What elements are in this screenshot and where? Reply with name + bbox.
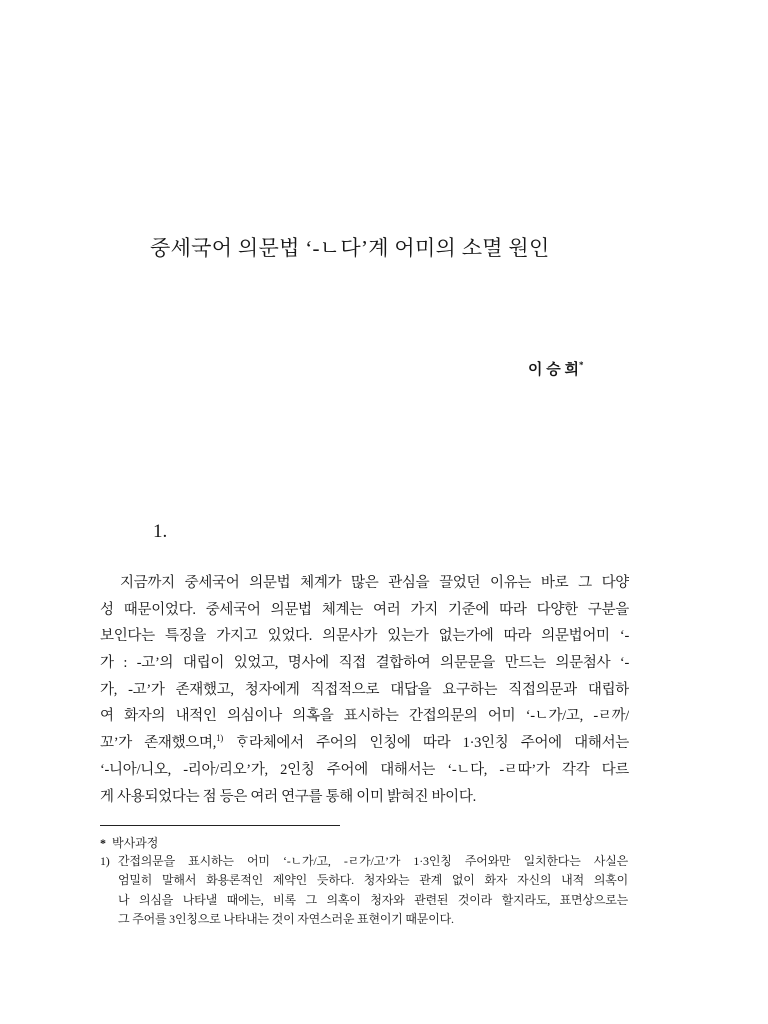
body-line: 가 : -고’의 대립이 있었고, 명사에 직접 결합하여 의문문을 만드는 의문첨사 ‘- — [100, 655, 629, 672]
body-line-text: 꼬’가 존재했으며, — [100, 735, 217, 752]
body-line: ‘-니아/니오, -리아/리오’가, 2인칭 주어에 대해서는 ‘-ㄴ다, -ㄹ따’가 각각 다르 — [100, 761, 629, 778]
author-line — [528, 360, 608, 380]
footnote-line: 그 주어를 3인칭으로 나타내는 것이 자연스러운 표현이기 때문이다. — [118, 911, 454, 926]
affiliation-mark: * — [100, 836, 106, 850]
body-line: 지금까지 중세국어 의문법 체계가 많은 관심을 끌었던 이유는 바로 그 다양 — [120, 575, 629, 591]
body-line: 여 화자의 내적인 의심이나 의혹을 표시하는 간접의문의 어미 ‘-ㄴ가/고, -ㄹ까/ — [100, 708, 629, 725]
body-line — [100, 730, 629, 757]
body-line: 게 사용되었다는 점 등은 여러 연구를 통해 이미 밝혀진 바이다. — [100, 788, 476, 805]
footnote-divider — [100, 825, 340, 826]
body-line: 가, -고’가 존재했고, 청자에게 직접적으로 대답을 요구하는 직접의문과 대립하 — [100, 681, 629, 698]
section-heading: 1. — [153, 521, 168, 542]
body-line: 보인다는 특징을 가지고 있었다. 의문사가 있는가 없는가에 따라 의문법어미 ‘- — [100, 628, 629, 645]
footnote-affiliation — [100, 835, 158, 851]
body-paragraph — [100, 570, 629, 810]
body-line-text: ᄒᆞ라체에서 주어의 인칭에 따라 1·3인칭 주어에 대해서는 — [223, 735, 629, 752]
footnote-line: 나 의심을 나타낼 때에는, 비록 그 의혹이 청자와 관련된 것이라 할지라도, 표면상으로는 — [118, 892, 628, 907]
author-name: 이 승 희 — [528, 362, 579, 378]
footnote-label: 1) — [100, 854, 110, 868]
affiliation-text: 박사과정 — [112, 836, 159, 850]
footnote-line: 간접의문을 표시하는 어미 ‘-ㄴ가/고, -ㄹ가/고’가 1·3인칭 주어와만 일치한다는 사실은 — [118, 854, 628, 868]
footnote-text — [118, 852, 628, 929]
body-line: 성 때문이었다. 중세국어 의문법 체계는 여러 가지 기준에 따라 다양한 구분을 — [100, 601, 629, 618]
footnote-reference: 1) — [216, 733, 223, 744]
paper-title: 중세국어 의문법 ‘-ㄴ다’계 어미의 소멸 원인 — [150, 236, 550, 260]
footnote-line: 엄밀히 말해서 화용론적인 제약인 듯하다. 청자와는 관계 없이 화자 자신의 내적 의혹이 — [118, 873, 628, 888]
author-footnote-mark: * — [578, 360, 584, 370]
